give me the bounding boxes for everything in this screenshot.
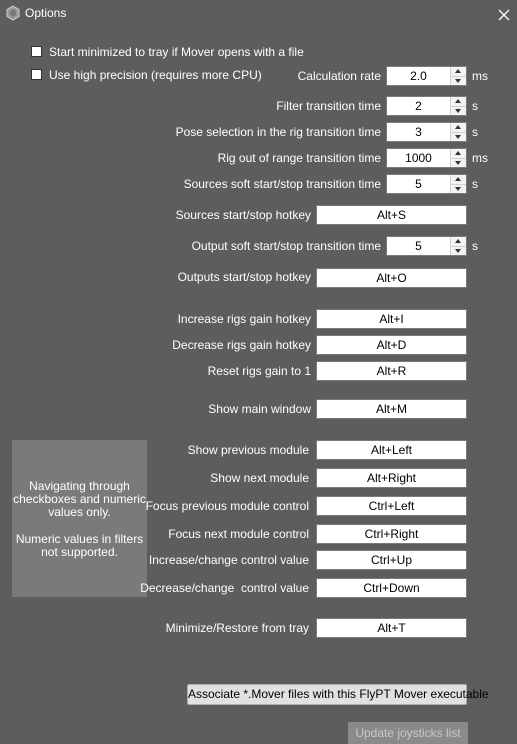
spin-down-button[interactable] bbox=[451, 246, 466, 255]
rig-out-of-range-unit: ms bbox=[472, 151, 488, 165]
output-soft-unit: s bbox=[472, 239, 478, 253]
show-main-label: Show main window bbox=[208, 402, 311, 416]
arrow-up-icon bbox=[455, 177, 461, 181]
update-joysticks-button[interactable]: Update joysticks list bbox=[348, 722, 468, 744]
arrow-up-icon bbox=[455, 69, 461, 73]
start-minimized-label: Start minimized to tray if Mover opens with a file bbox=[49, 45, 304, 59]
start-minimized-checkbox[interactable] bbox=[31, 46, 42, 57]
arrow-down-icon bbox=[455, 161, 461, 165]
calculation-rate-label: Calculation rate bbox=[297, 69, 381, 83]
reset-gain-label: Reset rigs gain to 1 bbox=[207, 364, 311, 378]
focus-previous-label: Focus previous module control bbox=[145, 499, 309, 513]
pose-selection-unit: s bbox=[472, 125, 478, 139]
minimize-restore-label: Minimize/Restore from tray bbox=[165, 621, 309, 635]
focus-next-label: Focus next module control bbox=[168, 527, 309, 541]
decrease-gain-label: Decrease rigs gain hotkey bbox=[172, 338, 311, 352]
spin-up-button[interactable] bbox=[451, 123, 466, 132]
spin-up-button[interactable] bbox=[451, 67, 466, 76]
info-filters-text: Numeric values in filters not supported. bbox=[15, 532, 144, 559]
spin-down-button[interactable] bbox=[451, 184, 466, 193]
spin-up-button[interactable] bbox=[451, 97, 466, 106]
high-precision-label: Use high precision (requires more CPU) bbox=[49, 68, 262, 82]
spin-down-button[interactable] bbox=[451, 158, 466, 167]
outputs-hotkey-label: Outputs start/stop hotkey bbox=[177, 270, 311, 284]
arrow-down-icon bbox=[455, 109, 461, 113]
info-navigation-text: Navigating through checkboxes and numeric values only. bbox=[13, 479, 146, 519]
rig-out-of-range-label: Rig out of range transition time bbox=[217, 151, 381, 165]
output-soft-label: Output soft start/stop transition time bbox=[191, 239, 381, 253]
increase-gain-field[interactable]: Alt+I bbox=[316, 309, 467, 329]
reset-gain-field[interactable]: Alt+R bbox=[316, 361, 467, 381]
arrow-down-icon bbox=[455, 249, 461, 253]
sources-hotkey-field[interactable]: Alt+S bbox=[316, 205, 467, 225]
pose-selection-value[interactable]: 3 bbox=[415, 125, 422, 139]
output-soft-spinner[interactable] bbox=[386, 236, 467, 256]
high-precision-checkbox[interactable] bbox=[31, 69, 42, 80]
decrease-gain-field[interactable]: Alt+D bbox=[316, 335, 467, 355]
filter-transition-unit: s bbox=[472, 99, 478, 113]
arrow-up-icon bbox=[455, 99, 461, 103]
show-next-field[interactable]: Alt+Right bbox=[316, 468, 467, 488]
window-title: Options bbox=[25, 6, 67, 20]
outputs-hotkey-field[interactable]: Alt+O bbox=[316, 268, 467, 288]
arrow-up-icon bbox=[455, 239, 461, 243]
calculation-rate-value[interactable]: 2.0 bbox=[410, 69, 427, 83]
increase-value-label: Increase/change control value bbox=[148, 553, 309, 567]
associate-files-button[interactable]: Associate *.Mover files with this FlyPT Mover executable bbox=[187, 684, 467, 705]
calculation-rate-spinner[interactable] bbox=[386, 66, 467, 86]
sources-soft-value[interactable]: 5 bbox=[415, 177, 422, 191]
spin-down-button[interactable] bbox=[451, 76, 466, 85]
spin-up-button[interactable] bbox=[451, 237, 466, 246]
increase-value-field[interactable]: Ctrl+Up bbox=[316, 550, 467, 570]
sources-soft-unit: s bbox=[472, 177, 478, 191]
spin-down-button[interactable] bbox=[451, 132, 466, 141]
spin-down-button[interactable] bbox=[451, 106, 466, 115]
sources-soft-spinner[interactable] bbox=[386, 174, 467, 194]
title-bar bbox=[0, 0, 517, 28]
focus-next-field[interactable]: Ctrl+Right bbox=[316, 524, 467, 544]
arrow-up-icon bbox=[455, 151, 461, 155]
output-soft-value[interactable]: 5 bbox=[415, 239, 422, 253]
decrease-value-label: Decrease/change control value bbox=[140, 581, 309, 595]
sources-hotkey-label: Sources start/stop hotkey bbox=[175, 208, 311, 222]
sources-soft-label: Sources soft start/stop transition time bbox=[183, 177, 381, 191]
minimize-restore-field[interactable]: Alt+T bbox=[316, 618, 467, 638]
filter-transition-value[interactable]: 2 bbox=[415, 99, 422, 113]
decrease-value-field[interactable]: Ctrl+Down bbox=[316, 578, 467, 598]
filter-transition-label: Filter transition time bbox=[276, 99, 381, 113]
spin-up-button[interactable] bbox=[451, 175, 466, 184]
show-next-label: Show next module bbox=[210, 471, 309, 485]
focus-previous-field[interactable]: Ctrl+Left bbox=[316, 496, 467, 516]
show-main-field[interactable]: Alt+M bbox=[316, 399, 467, 419]
filter-transition-spinner[interactable] bbox=[386, 96, 467, 116]
spin-up-button[interactable] bbox=[451, 149, 466, 158]
arrow-down-icon bbox=[455, 79, 461, 83]
arrow-down-icon bbox=[455, 135, 461, 139]
rig-out-of-range-spinner[interactable] bbox=[386, 148, 467, 168]
pose-selection-spinner[interactable] bbox=[386, 122, 467, 142]
info-box bbox=[12, 440, 147, 597]
show-previous-label: Show previous module bbox=[187, 443, 309, 457]
arrow-up-icon bbox=[455, 125, 461, 129]
hexagon-logo-icon bbox=[5, 5, 21, 21]
pose-selection-label: Pose selection in the rig transition time bbox=[175, 125, 381, 139]
show-previous-field[interactable]: Alt+Left bbox=[316, 440, 467, 460]
arrow-down-icon bbox=[455, 187, 461, 191]
increase-gain-label: Increase rigs gain hotkey bbox=[177, 312, 311, 326]
calculation-rate-unit: ms bbox=[472, 69, 488, 83]
rig-out-of-range-value[interactable]: 1000 bbox=[405, 151, 432, 165]
close-icon[interactable] bbox=[491, 3, 515, 25]
